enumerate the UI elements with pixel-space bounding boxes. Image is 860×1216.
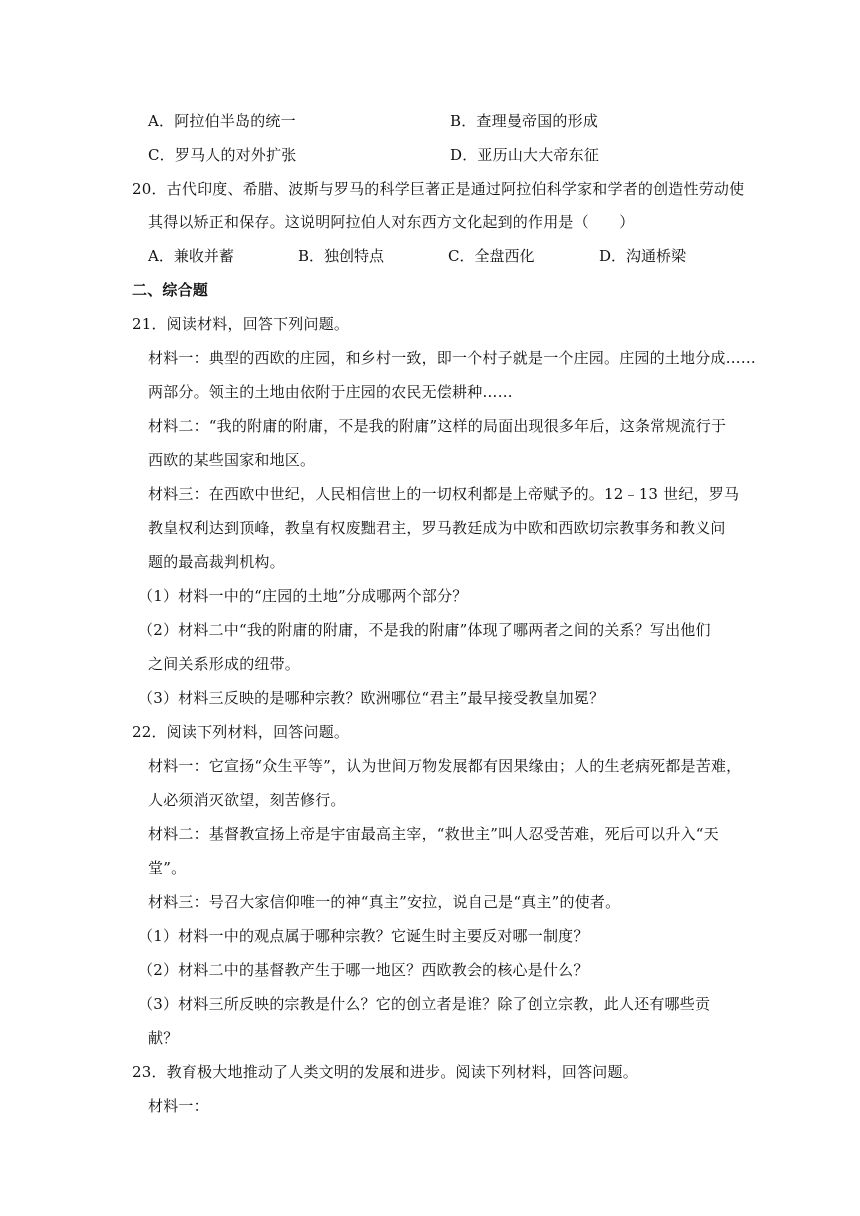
q20-option-d: D．沟通桥梁 [599,247,687,265]
q19-option-d: D．亚历山大大帝东征 [450,146,600,164]
q20-option-a: A．兼收并蓄 [148,247,234,265]
q21-subquestion-1: （1）材料一中的“庄园的土地”分成哪两个部分？ [138,587,468,605]
q19-option-a: A．阿拉伯半岛的统一 [148,112,296,130]
q22-material-2-line-2: 堂”。 [148,859,187,877]
q22-subquestion-1: （1）材料一中的观点属于哪种宗教？它诞生时主要反对哪一制度？ [138,927,589,945]
q21-material-3-line-3: 题的最高裁判机构。 [148,553,285,571]
q21-subquestion-2-line-1: （2）材料二中“我的附庸的附庸，不是我的附庸”体现了哪两者之间的关系？写出他们 [138,621,711,639]
q21-stem: 21．阅读材料，回答下列问题。 [132,315,350,333]
q20-stem-line-1: 20．古代印度、希腊、波斯与罗马的科学巨著正是通过阿拉伯科学家和学者的创造性劳动使 [132,180,745,198]
q22-material-1-line-2: 人必须消灭欲望，刻苦修行。 [148,791,346,809]
q21-subquestion-3: （3）材料三反映的是哪种宗教？欧洲哪位“君主”最早接受教皇加冕？ [138,689,605,707]
section-title: 二、综合题 [132,281,209,299]
q23-stem: 23．教育极大地推动了人类文明的发展和进步。阅读下列材料，回答问题。 [132,1063,638,1081]
q20-stem-line-2: 其得以矫正和保存。这说明阿拉伯人对东西方文化起到的作用是（ ） [148,213,635,231]
q19-option-b: B．查理曼帝国的形成 [450,112,599,130]
q22-material-2-line-1: 材料二：基督教宣扬上帝是宇宙最高主宰，“救世主”叫人忍受苦难，死后可以升入“天 [148,825,719,843]
q21-material-1-line-1: 材料一：典型的西欧的庄园，和乡村一致，即一个村子就是一个庄园。庄园的土地分成…… [148,349,757,367]
q22-subquestion-3-line-2: 献？ [148,1029,179,1047]
q22-material-3: 材料三：号召大家信仰唯一的神“真主”安拉，说自己是“真主”的使者。 [148,893,621,911]
q19-option-c: C．罗马人的对外扩张 [148,146,297,164]
q21-subquestion-2-line-2: 之间关系形成的纽带。 [148,655,301,673]
q22-material-1-line-1: 材料一：它宣扬“众生平等”，认为世间万物发展都有因果缘由；人的生老病死都是苦难， [148,757,742,775]
q20-option-c: C．全盘西化 [448,247,535,265]
q20-option-b: B．独创特点 [298,247,385,265]
q22-stem: 22．阅读下列材料，回答问题。 [132,723,350,741]
q21-material-1-line-2: 两部分。领主的土地由依附于庄园的农民无偿耕种…… [148,383,513,401]
q23-material-1: 材料一： [148,1097,209,1115]
q21-material-2-line-2: 西欧的某些国家和地区。 [148,451,316,469]
q21-material-3-line-2: 教皇权利达到顶峰，教皇有权废黜君主，罗马教廷成为中欧和西欧切宗教事务和教义问 [148,519,726,537]
q21-material-3-line-1: 材料三：在西欧中世纪，人民相信世上的一切权利都是上帝赋予的。12﹣13 世纪，罗马 [148,485,740,503]
q22-subquestion-3-line-1: （3）材料三所反映的宗教是什么？它的创立者是谁？除了创立宗教，此人还有哪些贡 [138,995,711,1013]
q22-subquestion-2: （2）材料二中的基督教产生于哪一地区？西欧教会的核心是什么？ [138,961,589,979]
q21-material-2-line-1: 材料二：“我的附庸的附庸，不是我的附庸”这样的局面出现很多年后，这条常规流行于 [148,417,727,435]
